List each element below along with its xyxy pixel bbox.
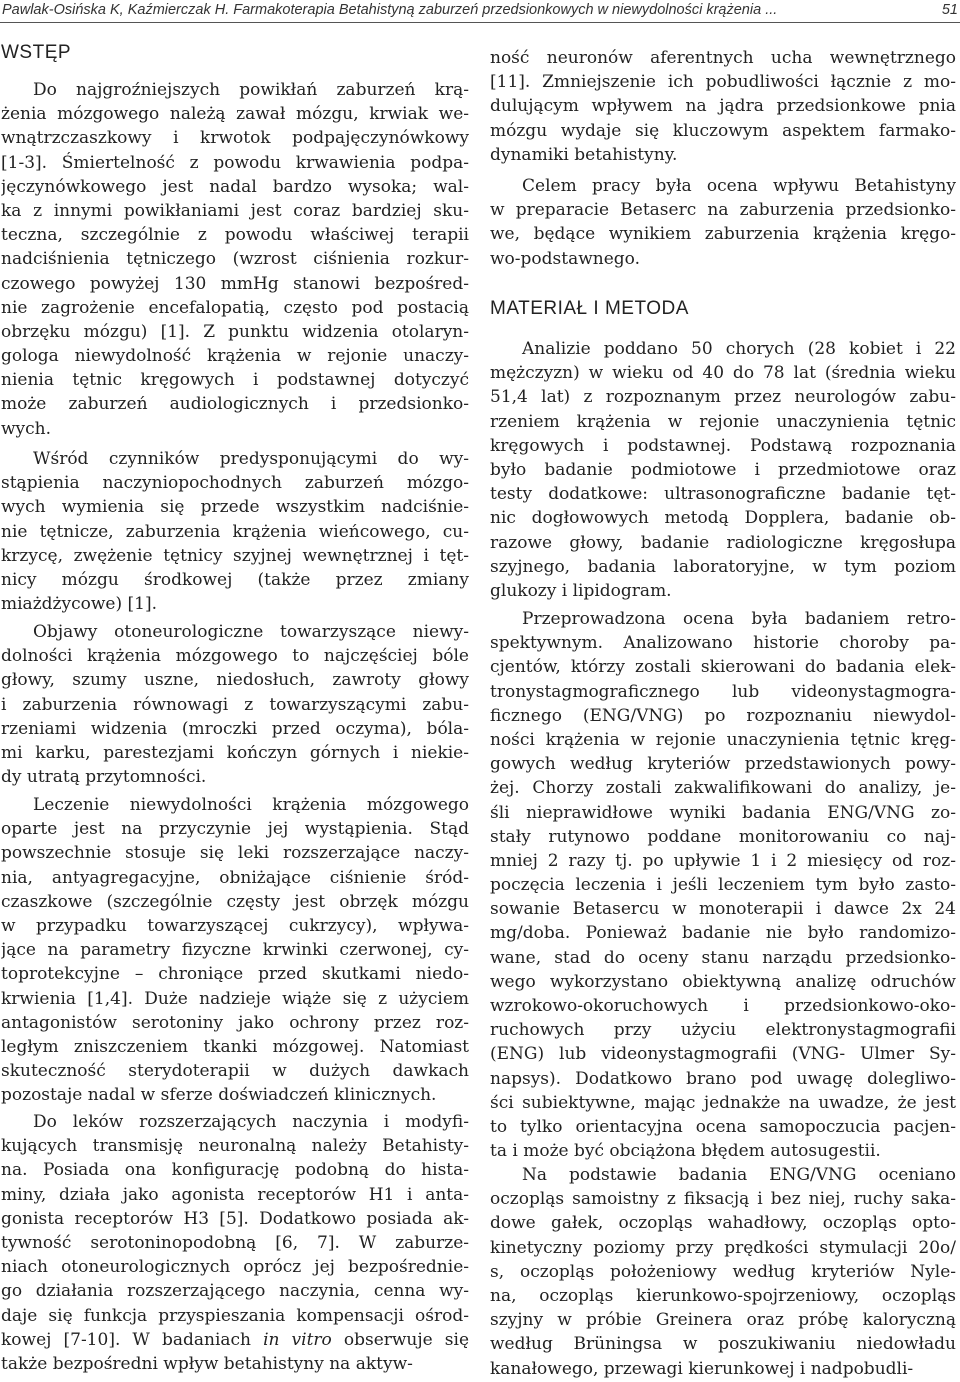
- text-line: teczna, szczególnie z powodu właściwej terapii: [1, 225, 469, 246]
- text-line: wego wykorzystano obiektywną analizę odruchów: [490, 971, 956, 992]
- text-line: stały rutynowo poddane monitorowaniu co naj-: [490, 826, 956, 847]
- paragraph-intro-3: [1, 620, 469, 789]
- text-line: ta i może być obciążona błędem autosugestii.: [490, 1141, 881, 1162]
- text-line: kanałowego, przewagi kierunkowej i nadpobudli-: [490, 1358, 914, 1379]
- text-line: cjentów, którzy zostali skierowani do badania elek-: [490, 657, 956, 678]
- text-line: go działania rozszerzającego naczynia, cenna wy-: [1, 1281, 469, 1302]
- text-line: żenia mózgowego należą zawał mózgu, krwiak we-: [1, 104, 469, 125]
- text-line: w preparacie Betaserc na zaburzenia przedsionko-: [490, 200, 956, 221]
- text-line: w przypadku towarzyszącej cukrzycy), wpływa-: [1, 915, 469, 936]
- text-line: Do leków rozszerzających naczynia i modyfi-: [33, 1112, 469, 1132]
- paragraph-methods-1: [490, 337, 956, 603]
- text-line: może zaburzeń audiologicznych i przedsionko-: [1, 394, 469, 415]
- text-line: ności krążenia w rejonie unaczynienia tętnic kręg-: [490, 729, 956, 750]
- text-line: na. Posiada ona konfigurację podobną do hista-: [1, 1160, 469, 1181]
- text-line: daje się funkcja przyspieszania kompensacji ośrod-: [1, 1305, 469, 1326]
- text-line: powszechnie stosuje się leki rozszerzające naczy-: [1, 843, 469, 864]
- text-line: spektywnym. Analizowano historie choroby pa-: [490, 633, 956, 654]
- text-line: tronystagmograficznego lub videonystagmogra-: [490, 681, 956, 702]
- text-line: (ENG) lub videonystagmografii (VNG- Ulmer Sy-: [490, 1044, 956, 1065]
- text-line: skuteczność sterydoterapii w dużych dawkach: [1, 1061, 469, 1082]
- text-line: na, oczopląs kierunkowo-spojrzeniowy, oczopląs: [490, 1285, 956, 1306]
- text-line: wych.: [1, 418, 52, 439]
- text-line: sowanie Betasercu w monoterapii i dawce 2x 24: [490, 899, 956, 920]
- text-line: Na podstawie badania ENG/VNG oceniano: [522, 1165, 956, 1185]
- text-line: nie zagrożenie encefalopatią, często pod postacią: [1, 297, 469, 318]
- text-line: Analizie poddano 50 chorych (28 kobiet i 22: [522, 339, 956, 359]
- paragraph-intro-5-continued: [490, 46, 956, 167]
- text-line: gonista receptorów H3 [5]. Dodatkowo posiada ak-: [1, 1208, 469, 1229]
- text-line: ruchowych przy użyciu elektronystagmografii: [490, 1020, 956, 1041]
- paragraph-intro-2: [1, 447, 469, 616]
- paragraph-aim: [490, 174, 956, 271]
- header-rule: [0, 22, 960, 23]
- text-line: [1-3]. Śmiertelność z powodu krwawienia podpa-: [1, 152, 469, 173]
- text-line: [11]. Zmniejszenie ich pobudliwości łącznie z mo-: [490, 72, 956, 93]
- text-line: oparte jest na przyczynie jej wystąpienia. Stąd: [1, 819, 469, 840]
- text-line: krzycę, zwężenie tętnicy szyjnej wewnętrznej i tęt-: [1, 545, 469, 566]
- text-line: śli nieprawidłowe wyniki badania ENG/VNG zo-: [490, 802, 956, 823]
- text-line: obrzęku mózgu) [1]. Z punktu widzenia otolaryn-: [1, 321, 469, 342]
- text-line: Przeprowadzona ocena była badaniem retro-: [522, 609, 956, 629]
- running-header: [0, 0, 960, 20]
- text-line: mi karku, parestezjami kończyn górnych i niekie-: [1, 742, 469, 763]
- text-line: dowe gałek, oczopląs wahadłowy, oczopląs opto-: [490, 1213, 956, 1234]
- text-line: było badanie podmiotowe i przedmiotowe oraz: [490, 459, 956, 480]
- text-line: we, będące wynikiem zaburzenia krążenia kręgo-: [490, 224, 956, 245]
- page-number: 51: [941, 2, 958, 18]
- text-line: szyjnego, badania laboratoryjne, w tym poziom: [490, 556, 956, 577]
- text-line: Objawy otoneurologiczne towarzyszące niewy-: [33, 622, 469, 642]
- text-line: mniej 2 razy tj. po upływie 1 i 2 miesięcy od roz-: [490, 850, 956, 871]
- text-line: Celem pracy była ocena wpływu Betahistyny: [522, 176, 956, 196]
- running-header-title: Pawlak-Osińska K, Kaźmierczak H. Farmakoterapia Betahistyną zaburzeń przedsionkowych w niewydolności krążenia ...: [2, 2, 778, 18]
- text-line: glukozy i lipidogram.: [490, 580, 672, 601]
- text-line: napsys). Dodatkowo brano pod uwagę dolegliwo-: [490, 1068, 956, 1089]
- text-line: wo-podstawnego.: [490, 248, 641, 269]
- paragraph-intro-1: [1, 78, 469, 441]
- text-line: wnątrzczaszkowy i krwotok podpajęczynówkowy: [1, 128, 469, 149]
- text-line: 51,4 lat) z rozpoznanym przez neurologów zabu-: [490, 387, 956, 408]
- text-line: mózgu wydaje się kluczowym aspektem farmako-: [490, 120, 956, 141]
- text-line: ka z innymi powikłaniami jest coraz bardziej sku-: [1, 200, 469, 221]
- text-line: tywność serotoninopodobną [6, 7]. W zaburze-: [1, 1232, 469, 1253]
- text-line: kinetyczny poziomy przy prędkości stymulacji 20o/: [490, 1237, 956, 1258]
- text-line: dolności krążenia mózgowego to najczęściej bóle: [1, 646, 469, 667]
- text-line: żej. Chorzy zostali zakwalifikowani do analizy, je-: [490, 778, 956, 799]
- text-line: s, oczopląs położeniowy według kryteriów Nyle-: [490, 1261, 956, 1282]
- text-line: jące na parametry fizyczne krwinki czerwonej, cy-: [1, 940, 469, 961]
- text-line: rzeniami widzenia (mroczki przed oczyma), bóla-: [1, 718, 469, 739]
- text-line: jęczynówkowego jest nadal bardzo wysoka; wal-: [1, 176, 469, 197]
- text-line: nie tętnicze, zaburzenia krążenia wieńcowego, cu-: [1, 521, 469, 542]
- text-line: Wśród czynników predysponującymi do wy-: [33, 449, 469, 469]
- text-line: mężczyzn) w wieku od 40 do 78 lat (średnia wieku: [490, 363, 956, 384]
- text-line: wych wymienia się przede wszystkim nadciśnie-: [1, 497, 469, 518]
- text-line: wane, stad do oceny stanu narządu przedsionko-: [490, 947, 956, 968]
- text-line: kowej [7-10]. W badaniach in vitro obserwuje się: [1, 1329, 469, 1350]
- text-line: nic dogłowowych metodą Dopplera, badanie ob-: [490, 508, 956, 529]
- text-line: nadciśnienia tętniczego (wzrost ciśnienia rozkur-: [1, 249, 469, 270]
- text-line: niach otoneurologicznych oprócz jej bezpośrednie-: [1, 1257, 469, 1278]
- text-line: ległym zniszczeniem tkanki mózgowej. Natomiast: [1, 1036, 469, 1057]
- text-line: także bezpośredni wpływ betahistyny na aktyw-: [1, 1353, 413, 1374]
- text-line: i zaburzenia równowagi z towarzyszącymi zabu-: [1, 694, 469, 715]
- text-line: kręgowych i podstawnej. Podstawą rozpoznania: [490, 435, 956, 456]
- paragraph-methods-2: [490, 607, 956, 1163]
- text-line: Do najgroźniejszych powikłań zaburzeń krą-: [33, 80, 469, 100]
- text-line: miażdżycowe) [1].: [1, 594, 157, 615]
- text-line: nienia tętnic kręgowych i podstawnej dotyczyć: [1, 370, 469, 391]
- text-line: ści subiektywne, mając jednakże na uwadze, że jest: [490, 1092, 956, 1113]
- text-line: ność neuronów aferentnych ucha wewnętrznego: [490, 48, 956, 68]
- text-line: Leczenie niewydolności krążenia mózgowego: [33, 795, 469, 815]
- text-line: nia, antyagregacyjne, obniżające ciśnienie śród-: [1, 867, 469, 888]
- text-line: antagonistów serotoniny jako ochrony przez roz-: [1, 1012, 469, 1033]
- text-line: dy utratą przytomności.: [1, 767, 207, 788]
- section-heading-wstep: WSTĘP: [1, 42, 72, 63]
- text-line: według Brüningsa w poszukiwaniu niedowładu: [490, 1334, 956, 1355]
- text-line: poczęcia leczenia i jeśli leczeniem tym było zasto-: [490, 875, 956, 896]
- text-line: czowego powyżej 130 mmHg stanowi bezpośred-: [1, 273, 469, 294]
- text-line: miny, działa jako agonista receptorów H1 i anta-: [1, 1184, 469, 1205]
- text-line: wzrokowo-okoruchowych i przedsionkowo-oko-: [490, 996, 956, 1016]
- text-line: stąpienia naczyniopochodnych zaburzeń mózgo-: [1, 473, 469, 494]
- text-line: gowych według kryteriów przedstawionych powy-: [490, 754, 956, 775]
- text-line: gologa niewydolność krążenia w rejonie unaczy-: [1, 346, 469, 367]
- text-line: nicy mózgu środkowej (także przez zmiany: [1, 569, 469, 590]
- text-line: pozostaje nadal w sferze doświadczeń klinicznych.: [1, 1085, 437, 1106]
- text-line: kujących transmisję neuronalną należy Betahisty-: [1, 1136, 469, 1157]
- text-line: szyjny w próbie Greinera oraz próbę kaloryczną: [490, 1310, 956, 1331]
- section-heading-material-i-metoda: MATERIAŁ I METODA: [490, 298, 689, 319]
- text-line: dulującym wpływem na jądra przedsionkowe pnia: [490, 96, 956, 117]
- text-line: rzeniem krążenia w rejonie unaczynienia tętnic: [490, 411, 956, 432]
- text-line: razowe głowy, badanie radiologiczne kręgosłupa: [490, 532, 956, 553]
- paragraph-intro-5: [1, 1110, 469, 1376]
- text-line: mg/doba. Ponieważ badanie nie było randomizo-: [490, 923, 956, 944]
- text-line: dynamiki betahistyny.: [490, 144, 678, 165]
- text-line: to tylko orientacyjna ocena samopoczucia pacjen-: [490, 1116, 956, 1137]
- text-line: krwienia [1,4]. Duże nadzieje wiąże się z użyciem: [1, 988, 469, 1009]
- text-line: testy dodatkowe: ultrasonograficzne badanie tęt-: [490, 484, 956, 505]
- text-line: głowy, szumy uszne, niedosłuch, zawroty głowy: [1, 670, 469, 691]
- text-line: czaszkowe (szczególnie częsty jest obrzęk mózgu: [1, 891, 469, 912]
- paragraph-methods-3: [490, 1163, 956, 1381]
- text-line: ficznego (ENG/VNG) po rozpoznaniu niewydol-: [490, 705, 956, 726]
- text-line: oczopląs samoistny z fiksacją i bez niej, ruchy saka-: [490, 1189, 956, 1210]
- text-line: toprotekcyjne – chroniące przed skutkami niedo-: [1, 964, 469, 985]
- paragraph-intro-4: [1, 793, 469, 1107]
